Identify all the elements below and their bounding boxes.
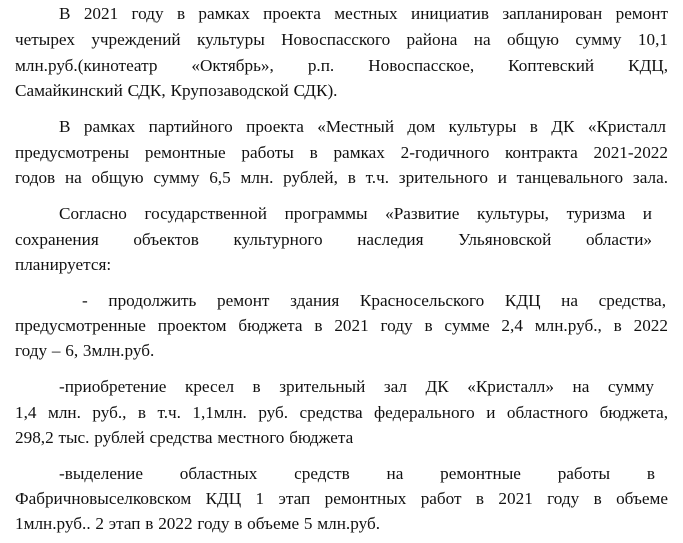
text-line: 1млн.руб.. 2 этап в 2022 году в объеме 5 млн.руб. (15, 514, 380, 533)
text-line: Самайкинский СДК, Крупозаводской СДК). (15, 81, 338, 100)
text-line: -приобретение кресел в зрительный зал ДК «Кристалл» на сумму (59, 377, 654, 396)
text-line: В 2021 году в рамках проекта местных инициатив запланирован ремонт (59, 4, 668, 23)
text-line: Согласно государственной программы «Развитие культуры, туризма и (59, 204, 652, 223)
text-line: предусмотрены ремонтные работы в рамках 2-годичного контракта 2021-2022 (15, 143, 668, 162)
text-line: млн.руб.(кинотеатр «Октябрь», р.п. Новоспасское, Коптевский КДЦ, (15, 56, 668, 75)
text-line: - продолжить ремонт здания Красносельского КДЦ на средства, (82, 291, 666, 310)
text-line: году – 6, 3млн.руб. (15, 341, 155, 360)
text-line: -выделение областных средств на ремонтные работы в (59, 464, 655, 483)
text-line: предусмотренные проектом бюджета в 2021 году в сумме 2,4 млн.руб., в 2022 (15, 316, 668, 335)
text-line: Фабричновыселковском КДЦ 1 этап ремонтных работ в 2021 году в объеме (15, 489, 668, 508)
text-line: годов на общую сумму 6,5 млн. рублей, в т.ч. зрительного и танцевального зала. (15, 168, 668, 187)
text-line: В рамках партийного проекта «Местный дом культуры в ДК «Кристалл (59, 117, 666, 136)
text-line: 298,2 тыс. рублей средства местного бюджета (15, 428, 354, 447)
text-line: планируется: (15, 255, 112, 274)
text-line: 1,4 млн. руб., в т.ч. 1,1млн. руб. средства федерального и областного бюджета, (15, 403, 668, 422)
text-line: сохранения объектов культурного наследия Ульяновской области» (15, 230, 652, 249)
text-line: четырех учреждений культуры Новоспасского района на общую сумму 10,1 (15, 30, 668, 49)
